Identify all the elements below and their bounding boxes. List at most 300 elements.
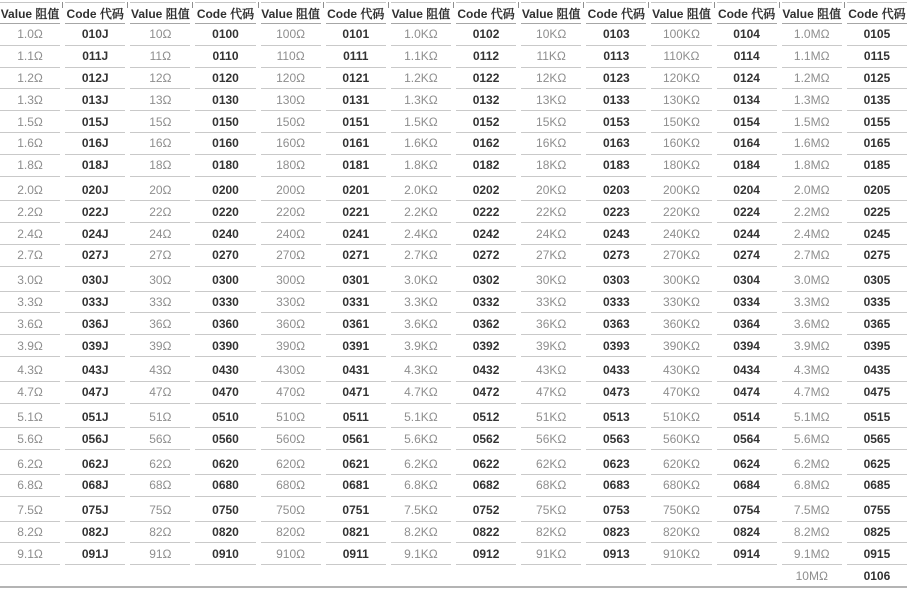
value-cell: 30Ω: [130, 267, 190, 292]
code-cell: 0103: [586, 24, 646, 46]
table-row: [0, 223, 907, 245]
code-cell: 0823: [586, 522, 646, 544]
value-cell: [130, 565, 190, 586]
value-cell: 22Ω: [130, 201, 190, 223]
value-cell: 560KΩ: [651, 428, 711, 450]
value-cell: 62Ω: [130, 450, 190, 475]
code-cell: 0915: [847, 543, 907, 565]
code-cell: 0123: [586, 68, 646, 90]
code-cell: 0911: [326, 543, 386, 565]
code-cell: 0433: [586, 357, 646, 382]
code-cell: 015J: [65, 111, 125, 133]
code-cell: 0224: [717, 201, 777, 223]
value-cell: 3.0KΩ: [391, 267, 451, 292]
value-cell: 270KΩ: [651, 245, 711, 267]
value-cell: 3.3MΩ: [782, 292, 842, 314]
code-cell: 0431: [326, 357, 386, 382]
code-cell: 0913: [586, 543, 646, 565]
value-cell: 9.1KΩ: [391, 543, 451, 565]
code-cell: 0750: [195, 497, 255, 522]
value-cell: 330Ω: [261, 292, 321, 314]
code-cell: 0684: [717, 475, 777, 497]
value-cell: 24KΩ: [521, 223, 581, 245]
value-cell: 130KΩ: [651, 89, 711, 111]
code-cell: 0510: [195, 404, 255, 429]
code-cell: 027J: [65, 245, 125, 267]
value-cell: 150KΩ: [651, 111, 711, 133]
code-column-header: Code 代码: [847, 2, 907, 24]
value-cell: 68Ω: [130, 475, 190, 497]
value-cell: 180Ω: [261, 155, 321, 177]
value-cell: 7.5Ω: [0, 497, 60, 522]
code-cell: [717, 565, 777, 586]
value-cell: 9.1Ω: [0, 543, 60, 565]
value-cell: 3.3Ω: [0, 292, 60, 314]
code-cell: 0514: [717, 404, 777, 429]
value-cell: 3.6Ω: [0, 313, 60, 335]
value-cell: 2.2KΩ: [391, 201, 451, 223]
code-cell: 0273: [586, 245, 646, 267]
code-cell: 0185: [847, 155, 907, 177]
code-cell: 0753: [586, 497, 646, 522]
value-cell: 1.5Ω: [0, 111, 60, 133]
code-cell: 0153: [586, 111, 646, 133]
value-cell: 110Ω: [261, 46, 321, 68]
value-cell: 62KΩ: [521, 450, 581, 475]
value-cell: 8.2MΩ: [782, 522, 842, 544]
table-row: [0, 177, 907, 202]
value-cell: 1.5MΩ: [782, 111, 842, 133]
value-cell: 100Ω: [261, 24, 321, 46]
code-cell: 0122: [456, 68, 516, 90]
value-column-header: Value 阻值: [391, 2, 451, 24]
value-cell: 430KΩ: [651, 357, 711, 382]
table-row: [0, 245, 907, 267]
value-cell: 120Ω: [261, 68, 321, 90]
value-cell: 4.7Ω: [0, 382, 60, 404]
table-row: [0, 133, 907, 155]
code-cell: 0331: [326, 292, 386, 314]
code-cell: 0515: [847, 404, 907, 429]
code-cell: 0300: [195, 267, 255, 292]
value-column-header: Value 阻值: [651, 2, 711, 24]
code-cell: 0912: [456, 543, 516, 565]
code-cell: 012J: [65, 68, 125, 90]
code-cell: 0160: [195, 133, 255, 155]
value-cell: 2.7KΩ: [391, 245, 451, 267]
code-cell: 0164: [717, 133, 777, 155]
code-cell: 0202: [456, 177, 516, 202]
code-cell: 0390: [195, 335, 255, 357]
code-cell: 0755: [847, 497, 907, 522]
value-cell: 2.7Ω: [0, 245, 60, 267]
value-cell: 51KΩ: [521, 404, 581, 429]
code-cell: 0133: [586, 89, 646, 111]
code-cell: 0155: [847, 111, 907, 133]
code-cell: 0105: [847, 24, 907, 46]
code-cell: 0270: [195, 245, 255, 267]
value-cell: 160Ω: [261, 133, 321, 155]
value-cell: 6.8MΩ: [782, 475, 842, 497]
table-row: [0, 313, 907, 335]
code-cell: 0364: [717, 313, 777, 335]
code-cell: 030J: [65, 267, 125, 292]
value-cell: 910KΩ: [651, 543, 711, 565]
value-cell: 43KΩ: [521, 357, 581, 382]
value-cell: 1.6KΩ: [391, 133, 451, 155]
code-cell: 0513: [586, 404, 646, 429]
value-cell: 3.3KΩ: [391, 292, 451, 314]
value-cell: 27KΩ: [521, 245, 581, 267]
code-cell: 0245: [847, 223, 907, 245]
value-cell: 4.3Ω: [0, 357, 60, 382]
value-cell: 5.1KΩ: [391, 404, 451, 429]
code-cell: 0181: [326, 155, 386, 177]
code-cell: 0125: [847, 68, 907, 90]
code-column-header: Code 代码: [717, 2, 777, 24]
value-cell: 10KΩ: [521, 24, 581, 46]
code-cell: 0275: [847, 245, 907, 267]
value-cell: 1.6MΩ: [782, 133, 842, 155]
table-row: [0, 267, 907, 292]
value-cell: 100KΩ: [651, 24, 711, 46]
code-cell: 0151: [326, 111, 386, 133]
value-cell: 5.6MΩ: [782, 428, 842, 450]
code-cell: 068J: [65, 475, 125, 497]
value-cell: 18KΩ: [521, 155, 581, 177]
code-cell: 0120: [195, 68, 255, 90]
value-cell: 16KΩ: [521, 133, 581, 155]
value-cell: [651, 565, 711, 586]
value-cell: [0, 565, 60, 586]
value-cell: 120KΩ: [651, 68, 711, 90]
value-cell: 750KΩ: [651, 497, 711, 522]
code-column-header: Code 代码: [326, 2, 386, 24]
value-cell: 56KΩ: [521, 428, 581, 450]
value-cell: 13Ω: [130, 89, 190, 111]
table-row: [0, 89, 907, 111]
code-cell: 0682: [456, 475, 516, 497]
code-cell: 0104: [717, 24, 777, 46]
value-cell: 18Ω: [130, 155, 190, 177]
code-cell: 0115: [847, 46, 907, 68]
value-cell: 8.2Ω: [0, 522, 60, 544]
code-cell: 0824: [717, 522, 777, 544]
value-column-header: Value 阻值: [782, 2, 842, 24]
code-cell: 0303: [586, 267, 646, 292]
code-cell: 0562: [456, 428, 516, 450]
code-cell: 0330: [195, 292, 255, 314]
value-cell: 510Ω: [261, 404, 321, 429]
table-row: [0, 497, 907, 522]
code-cell: 0220: [195, 201, 255, 223]
code-cell: 0623: [586, 450, 646, 475]
code-cell: 0101: [326, 24, 386, 46]
value-cell: 220Ω: [261, 201, 321, 223]
value-cell: 15KΩ: [521, 111, 581, 133]
value-cell: 390KΩ: [651, 335, 711, 357]
value-cell: 33KΩ: [521, 292, 581, 314]
value-cell: 110KΩ: [651, 46, 711, 68]
value-cell: 15Ω: [130, 111, 190, 133]
value-cell: 430Ω: [261, 357, 321, 382]
table-row: [0, 292, 907, 314]
value-cell: 10MΩ: [795, 568, 828, 583]
value-cell: 6.2KΩ: [391, 450, 451, 475]
code-cell: 0242: [456, 223, 516, 245]
value-cell: 7.5KΩ: [391, 497, 451, 522]
value-cell: 36KΩ: [521, 313, 581, 335]
value-cell: 240Ω: [261, 223, 321, 245]
table-row: [0, 357, 907, 382]
code-cell: 0333: [586, 292, 646, 314]
code-cell: 0392: [456, 335, 516, 357]
code-cell: 0121: [326, 68, 386, 90]
value-cell: [261, 565, 321, 586]
table-row: [0, 475, 907, 497]
code-cell: 0365: [847, 313, 907, 335]
value-cell: 3.9KΩ: [391, 335, 451, 357]
code-cell: 024J: [65, 223, 125, 245]
code-cell: 0561: [326, 428, 386, 450]
code-cell: 0114: [717, 46, 777, 68]
value-cell: 1.2KΩ: [391, 68, 451, 90]
value-cell: 39Ω: [130, 335, 190, 357]
value-cell: 12Ω: [130, 68, 190, 90]
code-cell: 0184: [717, 155, 777, 177]
value-cell: 51Ω: [130, 404, 190, 429]
code-cell: 0625: [847, 450, 907, 475]
code-cell: 0751: [326, 497, 386, 522]
value-cell: 27Ω: [130, 245, 190, 267]
value-cell: 1.3KΩ: [391, 89, 451, 111]
value-cell: 13KΩ: [521, 89, 581, 111]
code-cell: [195, 565, 255, 586]
code-cell: 0271: [326, 245, 386, 267]
code-cell: 0565: [847, 428, 907, 450]
resistor-code-table: [0, 2, 912, 586]
value-cell: 390Ω: [261, 335, 321, 357]
value-cell: 6.2MΩ: [782, 450, 842, 475]
value-cell: 3.6KΩ: [391, 313, 451, 335]
code-cell: 0511: [326, 404, 386, 429]
value-cell: 2.0Ω: [0, 177, 60, 202]
value-cell: 5.6KΩ: [391, 428, 451, 450]
code-cell: 036J: [65, 313, 125, 335]
code-cell: 0244: [717, 223, 777, 245]
code-cell: 0163: [586, 133, 646, 155]
value-cell: 20Ω: [130, 177, 190, 202]
code-cell: 0681: [326, 475, 386, 497]
value-cell: 1.8MΩ: [782, 155, 842, 177]
code-cell: 0302: [456, 267, 516, 292]
value-cell: 910Ω: [261, 543, 321, 565]
code-cell: 0620: [195, 450, 255, 475]
code-cell: 0754: [717, 497, 777, 522]
value-cell: 620Ω: [261, 450, 321, 475]
value-cell: 8.2KΩ: [391, 522, 451, 544]
value-cell: [521, 565, 581, 586]
code-cell: 082J: [65, 522, 125, 544]
value-cell: 2.4MΩ: [782, 223, 842, 245]
value-cell: 200KΩ: [651, 177, 711, 202]
value-cell: 5.1Ω: [0, 404, 60, 429]
value-cell: 2.2MΩ: [782, 201, 842, 223]
code-cell: 0821: [326, 522, 386, 544]
code-cell: 091J: [65, 543, 125, 565]
code-cell: 0685: [847, 475, 907, 497]
table-row: [0, 543, 907, 565]
value-cell: 1.8Ω: [0, 155, 60, 177]
code-cell: 0394: [717, 335, 777, 357]
table-row: [0, 68, 907, 90]
table-header: [0, 2, 907, 24]
value-cell: 750Ω: [261, 497, 321, 522]
code-cell: 0910: [195, 543, 255, 565]
code-cell: 0825: [847, 522, 907, 544]
code-cell: 0363: [586, 313, 646, 335]
value-cell: 82Ω: [130, 522, 190, 544]
value-cell: 9.1MΩ: [782, 543, 842, 565]
code-column-header: Code 代码: [65, 2, 125, 24]
code-cell: 0334: [717, 292, 777, 314]
table-row: [0, 428, 907, 450]
value-cell: 1.0Ω: [0, 24, 60, 46]
code-cell: 0222: [456, 201, 516, 223]
value-cell: 510KΩ: [651, 404, 711, 429]
code-column-header: Code 代码: [456, 2, 516, 24]
table-row: [0, 155, 907, 177]
value-cell: 6.2Ω: [0, 450, 60, 475]
code-cell: 0473: [586, 382, 646, 404]
table-row: [0, 111, 907, 133]
value-cell: 3.0MΩ: [782, 267, 842, 292]
value-cell: 56Ω: [130, 428, 190, 450]
table-body: [0, 24, 907, 586]
code-cell: 0393: [586, 335, 646, 357]
value-cell: 47KΩ: [521, 382, 581, 404]
value-column-header: Value 阻值: [521, 2, 581, 24]
value-cell: 22KΩ: [521, 201, 581, 223]
value-cell: 12KΩ: [521, 68, 581, 90]
code-cell: 0475: [847, 382, 907, 404]
code-cell: 0391: [326, 335, 386, 357]
value-cell: 2.0MΩ: [782, 177, 842, 202]
value-cell: 75KΩ: [521, 497, 581, 522]
code-cell: 0204: [717, 177, 777, 202]
code-cell: 0304: [717, 267, 777, 292]
code-cell: 0435: [847, 357, 907, 382]
code-cell: 0683: [586, 475, 646, 497]
code-cell: 051J: [65, 404, 125, 429]
value-cell: 24Ω: [130, 223, 190, 245]
code-cell: 0274: [717, 245, 777, 267]
code-cell: 0131: [326, 89, 386, 111]
code-cell: 0395: [847, 335, 907, 357]
table-bottom-rule: [0, 586, 907, 588]
code-cell: 0472: [456, 382, 516, 404]
code-cell: 0201: [326, 177, 386, 202]
code-cell: 0135: [847, 89, 907, 111]
value-cell: 33Ω: [130, 292, 190, 314]
code-cell: 0622: [456, 450, 516, 475]
value-column-header: Value 阻值: [261, 2, 321, 24]
code-cell: 0221: [326, 201, 386, 223]
code-cell: 0360: [195, 313, 255, 335]
table-row: [0, 46, 907, 68]
value-cell: 180KΩ: [651, 155, 711, 177]
code-cell: 0820: [195, 522, 255, 544]
code-cell: 0182: [456, 155, 516, 177]
value-cell: 3.6MΩ: [782, 313, 842, 335]
value-cell: 130Ω: [261, 89, 321, 111]
code-cell: 075J: [65, 497, 125, 522]
value-cell: 91Ω: [130, 543, 190, 565]
code-cell: 0361: [326, 313, 386, 335]
code-cell: 0240: [195, 223, 255, 245]
code-cell: 0203: [586, 177, 646, 202]
code-cell: 039J: [65, 335, 125, 357]
code-cell: [326, 565, 386, 586]
value-cell: 5.6Ω: [0, 428, 60, 450]
value-cell: 10Ω: [130, 24, 190, 46]
code-cell: 0223: [586, 201, 646, 223]
code-cell: 0434: [717, 357, 777, 382]
value-cell: 3.9MΩ: [782, 335, 842, 357]
value-cell: 1.3MΩ: [782, 89, 842, 111]
code-cell: 0560: [195, 428, 255, 450]
value-cell: 36Ω: [130, 313, 190, 335]
value-cell: 68KΩ: [521, 475, 581, 497]
value-cell: 470KΩ: [651, 382, 711, 404]
value-cell: 2.4Ω: [0, 223, 60, 245]
value-cell: 560Ω: [261, 428, 321, 450]
value-cell: 1.2MΩ: [782, 68, 842, 90]
code-cell: 0100: [195, 24, 255, 46]
value-cell: 7.5MΩ: [782, 497, 842, 522]
code-cell: 018J: [65, 155, 125, 177]
value-cell: 75Ω: [130, 497, 190, 522]
value-cell: 4.3KΩ: [391, 357, 451, 382]
value-cell: 270Ω: [261, 245, 321, 267]
code-cell: 0471: [326, 382, 386, 404]
value-cell: 39KΩ: [521, 335, 581, 357]
code-cell: 0430: [195, 357, 255, 382]
value-cell: 330KΩ: [651, 292, 711, 314]
value-cell: 1.5KΩ: [391, 111, 451, 133]
code-cell: 0680: [195, 475, 255, 497]
value-cell: 2.7MΩ: [782, 245, 842, 267]
code-cell: 0512: [456, 404, 516, 429]
value-cell: 11KΩ: [521, 46, 581, 68]
code-cell: 0470: [195, 382, 255, 404]
value-cell: 820Ω: [261, 522, 321, 544]
code-cell: 0152: [456, 111, 516, 133]
code-cell: 0474: [717, 382, 777, 404]
code-cell: 033J: [65, 292, 125, 314]
table-row: [0, 382, 907, 404]
value-cell: 150Ω: [261, 111, 321, 133]
value-cell: 1.2Ω: [0, 68, 60, 90]
value-cell: 91KΩ: [521, 543, 581, 565]
value-cell: 300KΩ: [651, 267, 711, 292]
code-cell: 0305: [847, 267, 907, 292]
code-cell: 0822: [456, 522, 516, 544]
code-cell: 056J: [65, 428, 125, 450]
code-cell: 0102: [456, 24, 516, 46]
code-cell: 0563: [586, 428, 646, 450]
code-cell: 011J: [65, 46, 125, 68]
